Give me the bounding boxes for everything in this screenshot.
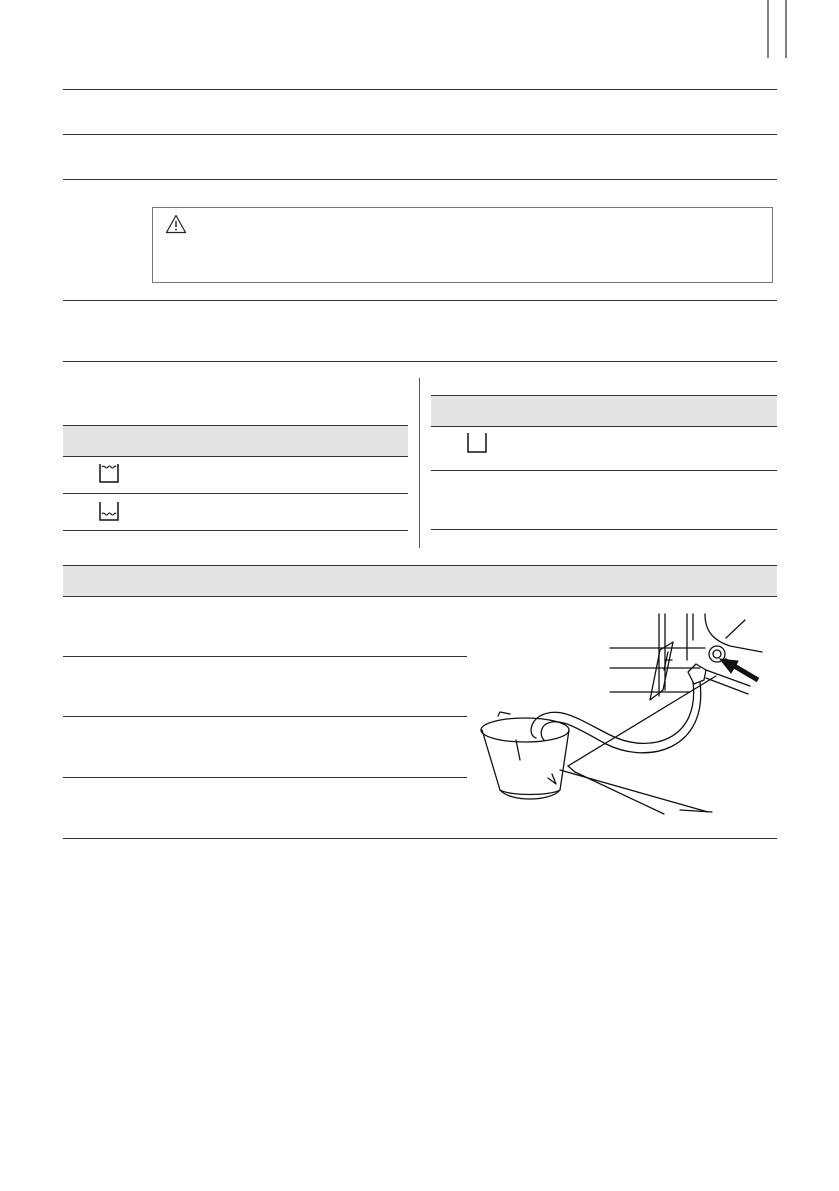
left-table-row-divider [63, 493, 408, 494]
bottom-table-row-divider [63, 777, 467, 778]
right-table-row [431, 472, 777, 528]
warning-box [152, 207, 773, 283]
water-hardness-hard-icon [98, 500, 120, 522]
bottom-table-header [63, 565, 777, 597]
rule-section-divider [63, 361, 777, 362]
rule-row-3-top [63, 179, 777, 180]
bottom-table-row-divider [63, 716, 467, 717]
right-table-bottom [431, 529, 777, 530]
left-table-row [63, 457, 408, 492]
left-table-bottom [63, 530, 408, 531]
rule-row-4-top [63, 300, 777, 301]
water-hardness-soft-icon [98, 462, 120, 484]
warning-triangle-icon [165, 214, 187, 234]
right-table-row [431, 427, 777, 469]
rule-row-1-top [63, 89, 777, 90]
right-table-header [431, 395, 777, 427]
bottom-table-bottom [63, 838, 777, 839]
crop-mark [0, 0, 839, 60]
bottom-table-row-divider [63, 656, 467, 657]
left-table-row [63, 495, 408, 530]
drain-hose-illustration [480, 600, 775, 830]
left-table-header [63, 425, 408, 457]
rule-row-2-top [63, 134, 777, 135]
right-table-row-divider [431, 470, 777, 471]
empty-container-icon [465, 431, 489, 455]
column-divider [419, 378, 420, 548]
